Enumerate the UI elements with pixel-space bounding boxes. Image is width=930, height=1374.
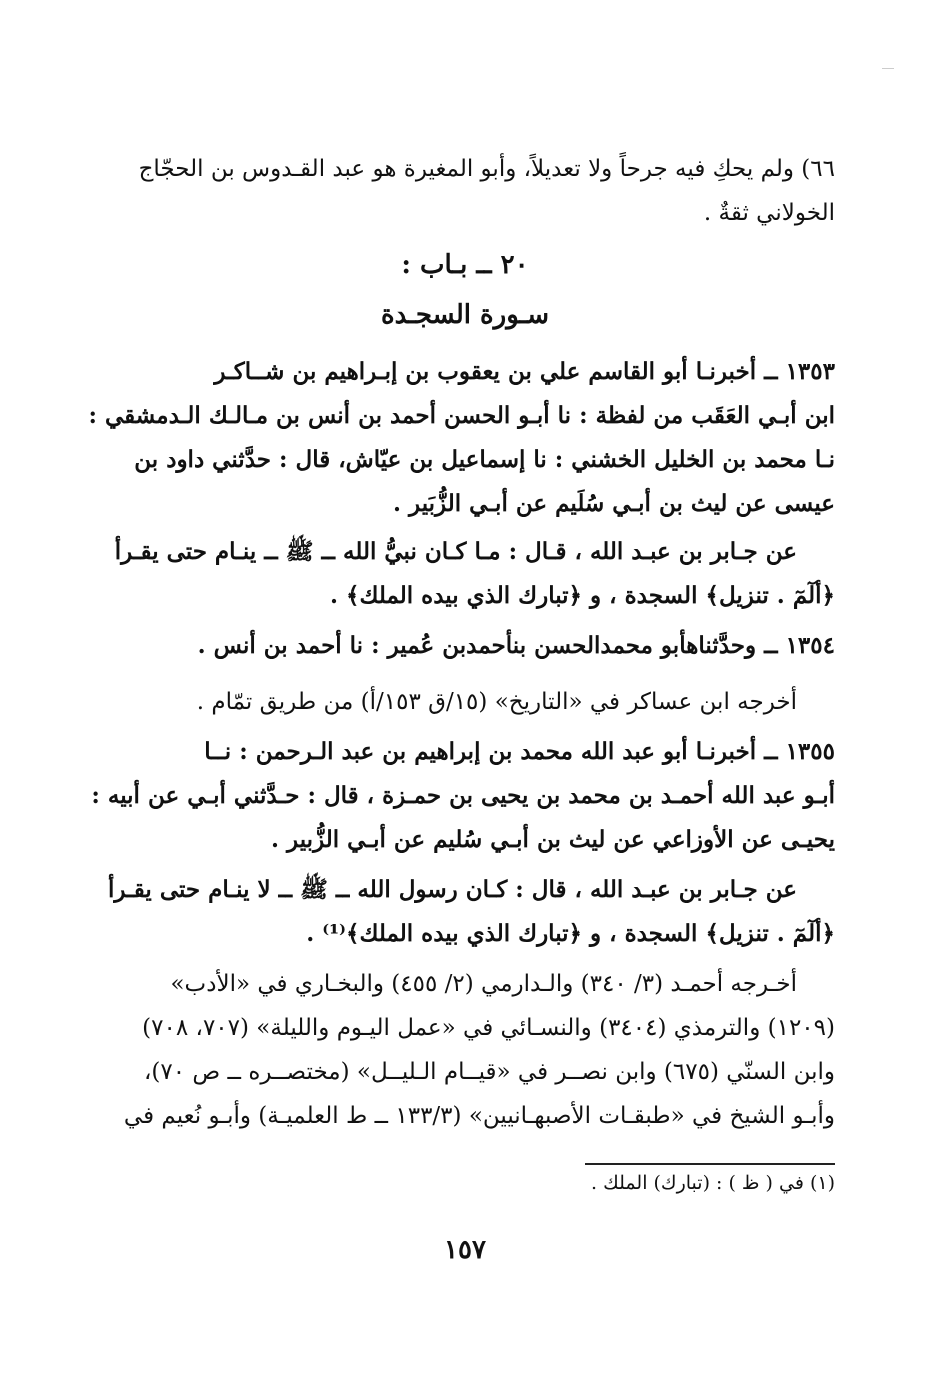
- intro-paragraph: [95, 147, 835, 235]
- takhrij-1354: [95, 680, 835, 724]
- chapter-title: سـورة السجـدة: [380, 300, 550, 330]
- matn-line: عن جـابر بن عبـد الله ، قـال : مـا كـان نبيُّ الله ــ ﷺ ــ ينـام حتى يقـرأ: [114, 538, 797, 565]
- takhrij-line: أخرجه ابن عساكر في «التاريخ» (١٥/ق ١٥٣/أ) من طريق تمّام .: [196, 689, 797, 715]
- hadith-line: ١٣٥٤ ــ وحدَّثناهأبو محمدالحسن بنأحمدبن عُمير : نا أحمد بن أنس .: [197, 632, 835, 659]
- hadith-1353-isnad: [88, 350, 835, 526]
- footnote-divider: [585, 1163, 835, 1165]
- takhrij-line: (١٢٠٩) والترمذي (٣٤٠٤) والنسـائي في «عمل اليـوم والليلة» (٧٠٧، ٧٠٨): [142, 1015, 835, 1041]
- matn-line: عن جـابر بن عبـد الله ، قال : كـان رسول الله ــ ﷺ ــ لا ينـام حتى يقـرأ: [107, 876, 797, 903]
- intro-line: الخولاني ثقةٌ .: [703, 200, 835, 226]
- hadith-line: أبـو عبد الله أحمـد بن محمد بن يحيى بن حمـزة ، قال : حـدَّثني أبـي عن أبيه :: [91, 782, 835, 809]
- hadith-1354: [95, 624, 835, 668]
- hadith-line: يحيـى عن الأوزاعي عن ليث بن أبـي سُليم عن أبـي الزُّبير .: [271, 826, 835, 853]
- matn-line: ﴿ألٓمٓ . تنزيل﴾ السجدة ، و ﴿تبارك الذي بيده الملك﴾⁽¹⁾ .: [306, 920, 835, 947]
- page-number: ١٥٧: [444, 1235, 486, 1265]
- hadith-1355-isnad: [91, 730, 835, 862]
- takhrij-line: أخـرجه أحمـد (٣/ ٣٤٠) والـدارمي (٢/ ٤٥٥) والبخـاري في «الأدب»: [170, 971, 797, 997]
- footnote: (١) في ( ظ ) : (تبارك) الملك .: [591, 1172, 835, 1194]
- hadith-1353-matn: [95, 530, 835, 618]
- hadith-1355-matn: [95, 868, 835, 956]
- scan-mark: [882, 68, 894, 69]
- intro-line: ٦٦) ولم يحكِ فيه جرحاً ولا تعديلاً، وأبو المغيرة هو عبد القـدوس بن الحجّاج: [138, 156, 835, 182]
- chapter-heading: ٢٠ ــ بـاب :: [401, 250, 529, 280]
- takhrij-line: وابن السنّي (٦٧٥) وابن نصــر في «قيــام الـليــل» (مختصــره ــ ص ٧٠)،: [144, 1059, 835, 1085]
- hadith-line: ١٣٥٣ ــ أخبرنـا أبو القاسم علي بن يعقوب بن إبـراهيم بن شــاكـر: [214, 358, 835, 385]
- hadith-line: نـا محمد بن الخليل الخشني : نا إسماعيل بن عيّاش، قال : حدَّثني داود بن: [134, 446, 835, 473]
- hadith-line: ابن أبـي العَقَب من لفظة : نا أبـو الحسن أحمد بن أنس بن مـالـك الـدمشقي :: [88, 402, 835, 429]
- takhrij-line: وأبـو الشيخ في «طبقـات الأصبهـانيين» (١٣٣/٣ ــ ط العلميـة) وأبـو نُعيم في: [123, 1103, 835, 1129]
- hadith-line: عيسى عن ليث بن أبـي سُلَيم عن أبـي الزُّبَير .: [393, 490, 835, 517]
- hadith-line: ١٣٥٥ ــ أخبرنـا أبو عبد الله محمد بن إبراهيم بن عبد الـرحمن : نــا: [204, 738, 835, 765]
- takhrij-1355: [95, 962, 835, 1138]
- matn-line: ﴿ألٓمٓ . تنزيل﴾ السجدة ، و ﴿تبارك الذي بيده الملك﴾ .: [329, 582, 835, 609]
